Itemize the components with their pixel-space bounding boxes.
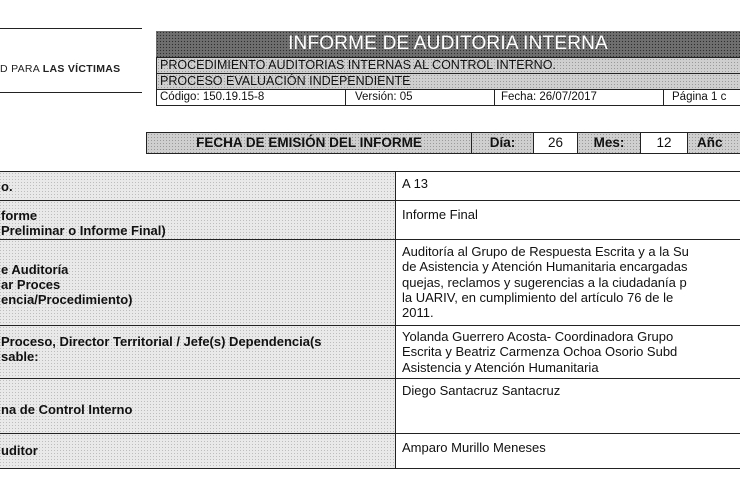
row-label-auditor: uditor (0, 433, 396, 469)
document-code: Código: 150.19.15-8 (156, 89, 346, 106)
logo-text-plain: D PARA (0, 63, 43, 75)
report-title: INFORME DE AUDITORIA INTERNA (156, 31, 740, 57)
day-label: Día: (471, 132, 534, 154)
year-label: Añc (687, 132, 740, 154)
row-label-audit-object: e Auditoría ar Proces encia/Procedimiento) (0, 239, 396, 326)
procedure-line: PROCEDIMIENTO AUDITORIAS INTERNAS AL CONTROL INTERNO. (156, 57, 740, 74)
row-label-report-type: forme Preliminar o Informe Final) (0, 200, 396, 240)
row-value-control-chief: Diego Santacruz Santacruz (395, 378, 740, 434)
row-label-control-chief: na de Control Interno (0, 378, 396, 434)
month-label: Mes: (577, 132, 641, 154)
page-number: Página 1 c (663, 89, 740, 106)
process-line: PROCESO EVALUACIÓN INDEPENDIENTE (156, 73, 740, 90)
logo-area (0, 28, 142, 93)
row-value-auditor: Amparo Murillo Meneses (395, 433, 740, 469)
info-table (0, 171, 740, 473)
row-label-process-leader: Proceso, Director Territorial / Jefe(s) Dependencia(s sable: (0, 325, 396, 379)
emission-label: FECHA DE EMISIÓN DEL INFORME (146, 132, 472, 154)
document-date: Fecha: 26/07/2017 (494, 89, 664, 106)
logo-text-bold: LAS VÍCTIMAS (42, 63, 121, 75)
row-label-number: o. (0, 171, 396, 201)
logo-text (0, 63, 120, 75)
row-value-report-type: Informe Final (395, 200, 740, 240)
row-value-number: A 13 (395, 171, 740, 201)
row-value-process-leader: Yolanda Guerrero Acosta- Coordinadora Grupo Escrita y Beatriz Carmenza Ochoa Osorio Subd Asistencia y Atención Humanitaria (395, 325, 740, 379)
day-value: 26 (533, 132, 578, 154)
document-version: Versión: 05 (345, 89, 495, 106)
month-value: 12 (640, 132, 688, 154)
row-value-audit-object: Auditoría al Grupo de Respuesta Escrita y a la Su de Asistencia y Atención Humanitaria encargadas quejas, reclamos y sugerencias a la ciudadanía p la UARIV, en cumplimiento del artículo 76 de le 2011. (395, 239, 740, 326)
